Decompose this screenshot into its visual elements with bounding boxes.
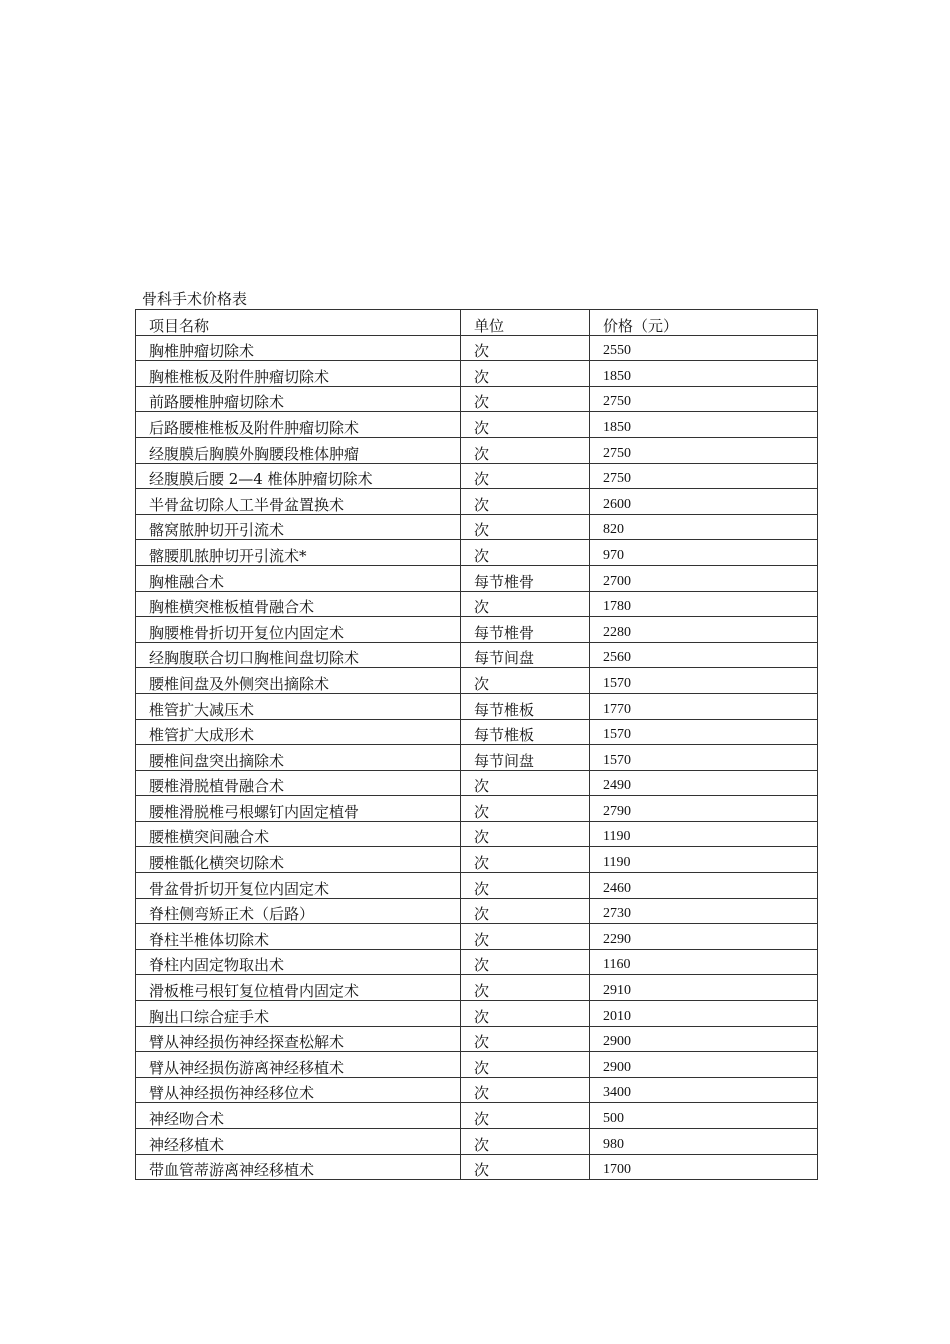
cell-price: 1570 [590, 668, 818, 694]
cell-price: 820 [590, 514, 818, 540]
header-unit: 单位 [461, 310, 590, 336]
cell-unit: 次 [461, 437, 590, 463]
cell-price: 1160 [590, 949, 818, 975]
cell-name: 胸椎融合术 [136, 565, 461, 591]
cell-unit: 次 [461, 924, 590, 950]
cell-price: 970 [590, 540, 818, 566]
cell-price: 2700 [590, 565, 818, 591]
table-row [136, 1077, 818, 1103]
table-row [136, 745, 818, 771]
cell-name: 脊柱内固定物取出术 [136, 949, 461, 975]
cell-unit: 次 [461, 898, 590, 924]
cell-name: 髂腰肌脓肿切开引流术* [136, 540, 461, 566]
table-row [136, 489, 818, 515]
cell-unit: 次 [461, 847, 590, 873]
cell-name: 椎管扩大减压术 [136, 693, 461, 719]
table-row [136, 1052, 818, 1078]
cell-name: 骨盆骨折切开复位内固定术 [136, 873, 461, 899]
table-row [136, 847, 818, 873]
cell-unit: 次 [461, 540, 590, 566]
cell-name: 髂窝脓肿切开引流术 [136, 514, 461, 540]
cell-unit: 每节椎板 [461, 693, 590, 719]
cell-name: 半骨盆切除人工半骨盆置换术 [136, 489, 461, 515]
cell-price: 1780 [590, 591, 818, 617]
cell-unit: 每节椎骨 [461, 565, 590, 591]
cell-price: 980 [590, 1129, 818, 1155]
cell-name: 椎管扩大成形术 [136, 719, 461, 745]
cell-unit: 次 [461, 1103, 590, 1129]
cell-name: 滑板椎弓根钉复位植骨内固定术 [136, 975, 461, 1001]
cell-name: 经腹膜后胸膜外胸腰段椎体肿瘤 [136, 437, 461, 463]
header-name: 项目名称 [136, 310, 461, 336]
table-row [136, 642, 818, 668]
cell-unit: 次 [461, 1129, 590, 1155]
cell-name: 腰椎滑脱植骨融合术 [136, 770, 461, 796]
cell-price: 2900 [590, 1026, 818, 1052]
cell-name: 臂从神经损伤神经探查松解术 [136, 1026, 461, 1052]
table-row [136, 821, 818, 847]
cell-unit: 次 [461, 514, 590, 540]
table-row [136, 770, 818, 796]
cell-price: 2750 [590, 437, 818, 463]
cell-price: 3400 [590, 1077, 818, 1103]
cell-price: 1190 [590, 847, 818, 873]
cell-price: 2600 [590, 489, 818, 515]
cell-name: 胸出口综合症手术 [136, 1001, 461, 1027]
table-row [136, 898, 818, 924]
cell-unit: 次 [461, 335, 590, 361]
table-row [136, 591, 818, 617]
cell-price: 500 [590, 1103, 818, 1129]
table-row [136, 386, 818, 412]
table-row [136, 873, 818, 899]
cell-unit: 次 [461, 975, 590, 1001]
table-body [136, 335, 818, 1180]
cell-name: 神经吻合术 [136, 1103, 461, 1129]
cell-price: 2750 [590, 386, 818, 412]
cell-unit: 每节间盘 [461, 745, 590, 771]
table-row [136, 540, 818, 566]
cell-name: 经胸腹联合切口胸椎间盘切除术 [136, 642, 461, 668]
table-row [136, 565, 818, 591]
cell-name: 腰椎横突间融合术 [136, 821, 461, 847]
cell-price: 2910 [590, 975, 818, 1001]
table-row [136, 668, 818, 694]
table-row [136, 437, 818, 463]
cell-unit: 次 [461, 463, 590, 489]
cell-unit: 次 [461, 361, 590, 387]
cell-price: 2460 [590, 873, 818, 899]
cell-unit: 次 [461, 591, 590, 617]
cell-name: 前路腰椎肿瘤切除术 [136, 386, 461, 412]
table-row [136, 1129, 818, 1155]
cell-price: 2290 [590, 924, 818, 950]
table-row [136, 1026, 818, 1052]
cell-unit: 次 [461, 1154, 590, 1180]
table-row [136, 719, 818, 745]
table-row [136, 412, 818, 438]
table-row [136, 975, 818, 1001]
cell-unit: 次 [461, 489, 590, 515]
cell-price: 1850 [590, 412, 818, 438]
table-row [136, 949, 818, 975]
table-row [136, 617, 818, 643]
cell-name: 脊柱侧弯矫正术（后路） [136, 898, 461, 924]
table-row [136, 1154, 818, 1180]
cell-price: 1570 [590, 745, 818, 771]
table-row [136, 463, 818, 489]
cell-name: 腰椎间盘突出摘除术 [136, 745, 461, 771]
cell-name: 神经移植术 [136, 1129, 461, 1155]
cell-unit: 每节椎骨 [461, 617, 590, 643]
cell-name: 胸椎椎板及附件肿瘤切除术 [136, 361, 461, 387]
cell-name: 经腹膜后腰 2—4 椎体肿瘤切除术 [136, 463, 461, 489]
table-row [136, 796, 818, 822]
cell-name: 臂从神经损伤游离神经移植术 [136, 1052, 461, 1078]
header-price: 价格（元） [590, 310, 818, 336]
cell-price: 2280 [590, 617, 818, 643]
page-title: 骨科手术价格表 [142, 290, 248, 308]
cell-name: 脊柱半椎体切除术 [136, 924, 461, 950]
table-row [136, 1001, 818, 1027]
cell-price: 2900 [590, 1052, 818, 1078]
cell-price: 2010 [590, 1001, 818, 1027]
cell-price: 2490 [590, 770, 818, 796]
cell-unit: 次 [461, 1052, 590, 1078]
cell-unit: 次 [461, 821, 590, 847]
cell-unit: 次 [461, 1077, 590, 1103]
table-row [136, 1103, 818, 1129]
cell-price: 1190 [590, 821, 818, 847]
cell-name: 胸椎肿瘤切除术 [136, 335, 461, 361]
cell-unit: 次 [461, 386, 590, 412]
cell-price: 1570 [590, 719, 818, 745]
cell-name: 腰椎间盘及外侧突出摘除术 [136, 668, 461, 694]
cell-name: 腰椎骶化横突切除术 [136, 847, 461, 873]
cell-price: 1700 [590, 1154, 818, 1180]
cell-name: 后路腰椎椎板及附件肿瘤切除术 [136, 412, 461, 438]
cell-name: 带血管蒂游离神经移植术 [136, 1154, 461, 1180]
cell-unit: 次 [461, 873, 590, 899]
cell-unit: 次 [461, 1026, 590, 1052]
cell-price: 2550 [590, 335, 818, 361]
cell-unit: 每节间盘 [461, 642, 590, 668]
cell-unit: 每节椎板 [461, 719, 590, 745]
table-row [136, 361, 818, 387]
cell-price: 2730 [590, 898, 818, 924]
cell-name: 腰椎滑脱椎弓根螺钉内固定植骨 [136, 796, 461, 822]
cell-unit: 次 [461, 412, 590, 438]
cell-unit: 次 [461, 796, 590, 822]
cell-price: 1850 [590, 361, 818, 387]
cell-price: 2790 [590, 796, 818, 822]
table-row [136, 514, 818, 540]
table-header-row [136, 310, 818, 336]
cell-unit: 次 [461, 770, 590, 796]
table-row [136, 335, 818, 361]
cell-price: 1770 [590, 693, 818, 719]
table-row [136, 693, 818, 719]
cell-price: 2560 [590, 642, 818, 668]
cell-unit: 次 [461, 949, 590, 975]
cell-name: 臂从神经损伤神经移位术 [136, 1077, 461, 1103]
table-row [136, 924, 818, 950]
cell-name: 胸腰椎骨折切开复位内固定术 [136, 617, 461, 643]
price-table [135, 309, 818, 1180]
cell-unit: 次 [461, 668, 590, 694]
cell-name: 胸椎横突椎板植骨融合术 [136, 591, 461, 617]
cell-price: 2750 [590, 463, 818, 489]
cell-unit: 次 [461, 1001, 590, 1027]
